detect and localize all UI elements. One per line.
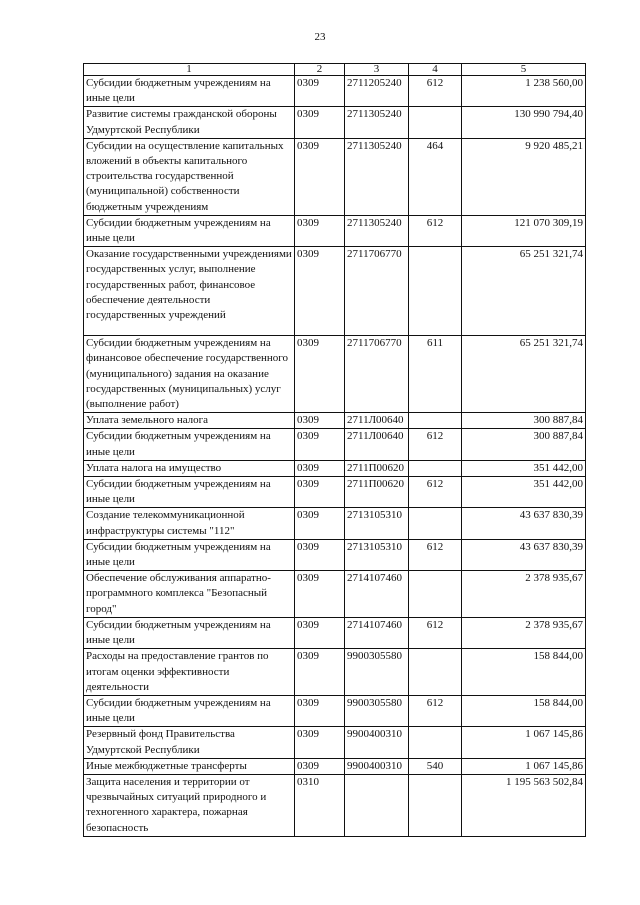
table-row <box>84 107 586 138</box>
row-type: 611 <box>409 336 462 413</box>
row-name: Субсидии бюджетным учреждениям на иные цели <box>84 477 295 508</box>
header-col-4: 4 <box>409 64 462 76</box>
row-name: Субсидии бюджетным учреждениям на иные цели <box>84 695 295 726</box>
row-amount: 158 844,00 <box>462 649 586 696</box>
row-target: 2714107460 <box>345 617 409 648</box>
table-row <box>84 429 586 460</box>
row-type: 612 <box>409 215 462 246</box>
row-target: 2713105310 <box>345 539 409 570</box>
row-section: 0309 <box>295 138 345 215</box>
row-amount: 1 067 145,86 <box>462 727 586 758</box>
row-type <box>409 413 462 429</box>
row-type: 612 <box>409 429 462 460</box>
row-section: 0309 <box>295 336 345 413</box>
row-type <box>409 774 462 836</box>
row-name: Развитие системы гражданской обороны Удмуртской Республики <box>84 107 295 138</box>
row-amount: 351 442,00 <box>462 477 586 508</box>
row-amount: 9 920 485,21 <box>462 138 586 215</box>
row-amount: 65 251 321,74 <box>462 247 586 336</box>
row-target <box>345 774 409 836</box>
row-type: 464 <box>409 138 462 215</box>
row-type: 612 <box>409 477 462 508</box>
row-amount: 43 637 830,39 <box>462 508 586 539</box>
row-target: 2711205240 <box>345 76 409 107</box>
row-name: Субсидии бюджетным учреждениям на иные цели <box>84 539 295 570</box>
row-target: 2711П00620 <box>345 460 409 476</box>
table-row <box>84 138 586 215</box>
row-target: 2714107460 <box>345 571 409 618</box>
row-section: 0309 <box>295 460 345 476</box>
row-section: 0309 <box>295 215 345 246</box>
table-row <box>84 774 586 836</box>
row-type <box>409 649 462 696</box>
row-section: 0309 <box>295 758 345 774</box>
row-type: 612 <box>409 539 462 570</box>
row-amount: 2 378 935,67 <box>462 617 586 648</box>
row-section: 0309 <box>295 247 345 336</box>
row-name: Оказание государственными учреждениями государственных услуг, выполнение государственных работ, финансовое обеспечение деятельности государственных учреждений <box>84 247 295 336</box>
row-section: 0309 <box>295 76 345 107</box>
row-name: Расходы на предоставление грантов по итогам оценки эффективности деятельности <box>84 649 295 696</box>
row-target: 2713105310 <box>345 508 409 539</box>
row-amount: 1 195 563 502,84 <box>462 774 586 836</box>
row-section: 0309 <box>295 477 345 508</box>
row-type <box>409 460 462 476</box>
row-type: 612 <box>409 695 462 726</box>
header-col-1: 1 <box>84 64 295 76</box>
row-amount: 130 990 794,40 <box>462 107 586 138</box>
table-row <box>84 617 586 648</box>
table-row <box>84 727 586 758</box>
row-section: 0309 <box>295 508 345 539</box>
table-row <box>84 571 586 618</box>
row-type: 612 <box>409 76 462 107</box>
row-name: Субсидии бюджетным учреждениям на иные цели <box>84 617 295 648</box>
row-type <box>409 571 462 618</box>
row-target: 9900305580 <box>345 649 409 696</box>
table-row <box>84 508 586 539</box>
row-name: Резервный фонд Правительства Удмуртской Республики <box>84 727 295 758</box>
row-name: Субсидии бюджетным учреждениям на иные цели <box>84 429 295 460</box>
header-col-5: 5 <box>462 64 586 76</box>
table-row <box>84 477 586 508</box>
row-amount: 121 070 309,19 <box>462 215 586 246</box>
table-row <box>84 336 586 413</box>
row-name: Создание телекоммуникационной инфраструктуры системы "112" <box>84 508 295 539</box>
table-row <box>84 76 586 107</box>
row-name: Субсидии бюджетным учреждениям на иные цели <box>84 215 295 246</box>
table-row <box>84 649 586 696</box>
row-section: 0309 <box>295 413 345 429</box>
row-target: 2711305240 <box>345 107 409 138</box>
row-section: 0309 <box>295 649 345 696</box>
page-number: 23 <box>314 31 326 43</box>
row-amount: 2 378 935,67 <box>462 571 586 618</box>
row-target: 9900305580 <box>345 695 409 726</box>
header-col-3: 3 <box>345 64 409 76</box>
row-name: Субсидии бюджетным учреждениям на финансовое обеспечение государственного (муниципального) задания на оказание государственных (муниципальных) услуг (выполнение работ) <box>84 336 295 413</box>
table-row <box>84 695 586 726</box>
row-section: 0309 <box>295 617 345 648</box>
row-type: 612 <box>409 617 462 648</box>
row-type <box>409 508 462 539</box>
row-section: 0309 <box>295 539 345 570</box>
table-row <box>84 413 586 429</box>
row-type <box>409 107 462 138</box>
row-type: 540 <box>409 758 462 774</box>
row-name: Защита населения и территории от чрезвычайных ситуаций природного и техногенного характера, пожарная безопасность <box>84 774 295 836</box>
row-section: 0309 <box>295 429 345 460</box>
row-section: 0309 <box>295 107 345 138</box>
row-target: 2711П00620 <box>345 477 409 508</box>
table-row <box>84 460 586 476</box>
header-row <box>84 64 586 76</box>
table-row <box>84 247 586 336</box>
row-target: 2711706770 <box>345 336 409 413</box>
row-name: Обеспечение обслуживания аппаратно-программного комплекса "Безопасный город" <box>84 571 295 618</box>
table-row <box>84 758 586 774</box>
header-col-2: 2 <box>295 64 345 76</box>
row-type <box>409 727 462 758</box>
row-target: 9900400310 <box>345 727 409 758</box>
row-target: 2711305240 <box>345 215 409 246</box>
table-row <box>84 215 586 246</box>
row-amount: 65 251 321,74 <box>462 336 586 413</box>
row-amount: 158 844,00 <box>462 695 586 726</box>
row-name: Субсидии бюджетным учреждениям на иные цели <box>84 76 295 107</box>
row-amount: 351 442,00 <box>462 460 586 476</box>
table-row <box>84 539 586 570</box>
row-amount: 43 637 830,39 <box>462 539 586 570</box>
row-name: Уплата налога на имущество <box>84 460 295 476</box>
row-amount: 300 887,84 <box>462 429 586 460</box>
row-section: 0310 <box>295 774 345 836</box>
row-target: 2711Л00640 <box>345 413 409 429</box>
row-name: Уплата земельного налога <box>84 413 295 429</box>
budget-table <box>83 63 586 837</box>
row-target: 2711Л00640 <box>345 429 409 460</box>
row-section: 0309 <box>295 695 345 726</box>
row-name: Иные межбюджетные трансферты <box>84 758 295 774</box>
row-target: 9900400310 <box>345 758 409 774</box>
row-type <box>409 247 462 336</box>
row-amount: 1 238 560,00 <box>462 76 586 107</box>
row-amount: 1 067 145,86 <box>462 758 586 774</box>
row-section: 0309 <box>295 571 345 618</box>
row-target: 2711305240 <box>345 138 409 215</box>
row-section: 0309 <box>295 727 345 758</box>
row-target: 2711706770 <box>345 247 409 336</box>
row-amount: 300 887,84 <box>462 413 586 429</box>
row-name: Субсидии на осуществление капитальных вложений в объекты капитального строительства государственной (муниципальной) собственности бюджетным учреждениям <box>84 138 295 215</box>
